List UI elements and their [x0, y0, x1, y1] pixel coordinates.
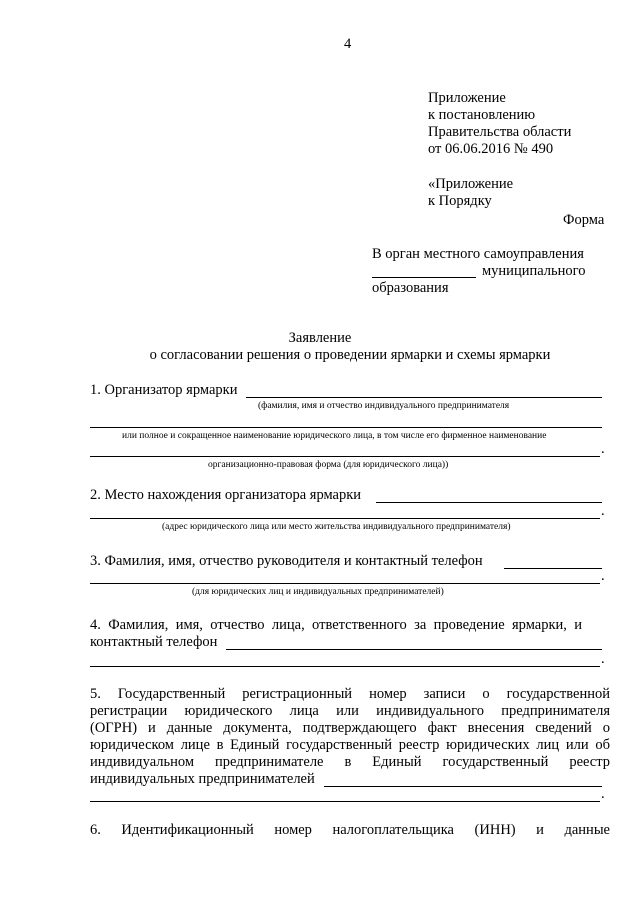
field-hint: (для юридических лиц и индивидуальных предпринимателей) [192, 587, 444, 597]
ogrn-input-line[interactable] [90, 801, 600, 802]
field-text-line: 4. Фамилия, имя, отчество лица, ответственного за проведение ярмарки, и [90, 617, 582, 633]
municipality-blank[interactable] [372, 277, 476, 278]
appendix-line: к постановлению [428, 107, 536, 123]
field-hint: (адрес юридического лица или место жительства индивидуального предпринимателя) [162, 522, 511, 532]
appendix-line: от 06.06.2016 № 490 [428, 141, 554, 157]
period: . [601, 786, 605, 802]
period: . [601, 441, 605, 457]
period: . [601, 503, 605, 519]
period: . [601, 568, 605, 584]
director-input-line[interactable] [504, 568, 602, 569]
appendix-line: Приложение [428, 90, 506, 106]
field-label: 1. Организатор ярмарки [90, 382, 238, 398]
field-text-line: индивидуальном предпринимателе в Единый государственный реестр [90, 754, 610, 770]
field-hint: (фамилия, имя и отчество индивидуального предпринимателя [258, 401, 510, 411]
ogrn-input-line[interactable] [324, 786, 602, 787]
document-subtitle: о согласовании решения о проведении ярмарки и схемы ярмарки [149, 347, 551, 363]
field-text-line: индивидуальных предпринимателей [90, 771, 315, 787]
field-label: 2. Место нахождения организатора ярмарки [90, 487, 362, 503]
appendix-order-line: к Порядку [428, 193, 492, 209]
page-number: 4 [344, 36, 352, 52]
location-input-line[interactable] [376, 502, 602, 503]
location-input-line[interactable] [90, 518, 600, 519]
responsible-input-line[interactable] [226, 649, 602, 650]
field-text-line: (ОГРН) и данные документа, подтверждающего факт внесения сведений о [90, 720, 610, 736]
addressee-line: образования [372, 280, 449, 296]
appendix-line: Правительства области [428, 124, 572, 140]
appendix-order-line: «Приложение [428, 176, 514, 192]
form-label: Форма [563, 212, 605, 228]
addressee-line: В орган местного самоуправления [372, 246, 584, 262]
field-text-line: 6. Идентификационный номер налогоплательщика (ИНН) и данные [90, 822, 610, 838]
field-label: 3. Фамилия, имя, отчество руководителя и контактный телефон [90, 553, 483, 569]
addressee-line: муниципального [482, 263, 586, 279]
field-text-line: 5. Государственный регистрационный номер записи о государственной [90, 686, 610, 702]
organizer-input-line[interactable] [90, 456, 600, 457]
field-text-line: регистрации юридического лица или индивидуального предпринимателя [90, 703, 610, 719]
document-title: Заявление [288, 330, 352, 346]
organizer-input-line[interactable] [90, 427, 602, 428]
responsible-input-line[interactable] [90, 666, 600, 667]
field-text-line: контактный телефон [90, 634, 218, 650]
field-hint: организационно-правовая форма (для юридического лица)) [208, 460, 449, 470]
director-input-line[interactable] [90, 583, 600, 584]
period: . [601, 651, 605, 667]
field-hint: или полное и сокращенное наименование юридического лица, в том числе его фирменное наименование [122, 431, 547, 441]
organizer-input-line[interactable] [246, 397, 602, 398]
field-text-line: юридическом лице в Единый государственный реестр юридических лиц или об [90, 737, 610, 753]
